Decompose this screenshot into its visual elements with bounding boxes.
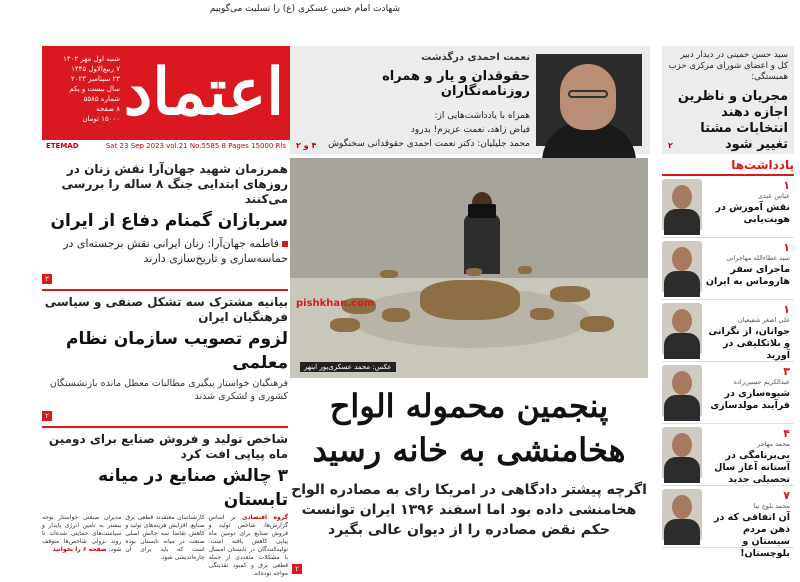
opinion-item[interactable] (662, 238, 794, 300)
masthead-bar (42, 140, 290, 152)
opinion-title-link[interactable]: آن اتفاقی که در ذهن مردم سیستان و بلوچستان! (714, 512, 790, 559)
opinion-author: عبدالکریم حسین‌زاده (733, 378, 790, 386)
story-body-columns (42, 514, 288, 578)
opinion-item[interactable] (662, 424, 794, 486)
opinion-item[interactable] (662, 176, 794, 238)
feature-line: محمد جلیلیان: دکتر نعمت احمدی حقوقدانی سخنگوش (328, 139, 530, 149)
masthead (42, 46, 290, 152)
page-ref-badge: ۲ (42, 411, 52, 421)
opinion-page: ۱ (783, 179, 790, 192)
opinion-page: ۱ (783, 241, 790, 254)
top-announcement: شهادت امام حسن عسکری (ع) را تسلیت می‌گوییم (209, 4, 400, 14)
camera-icon (468, 204, 496, 218)
latin-title: ETEMAD (46, 142, 79, 150)
opinion-title-link[interactable]: جوانان، از نگرانی و بلاتکلیفی در آورید (708, 326, 790, 361)
opinion-item[interactable] (662, 300, 794, 362)
newspaper-logo: اعتماد (123, 55, 284, 130)
left-column (42, 158, 288, 582)
story-kicker: شاخص تولید و فروش صنایع برای دومین ماه پیاپی افت کرد (48, 432, 288, 461)
author-avatar (662, 241, 702, 293)
main-headline[interactable]: پنجمین محموله الواح هخامنشی به خانه رسید (312, 387, 626, 469)
opinion-title: یادداشت‌ها (731, 158, 794, 172)
story-headline[interactable]: ۳ چالش صنایع در میانه تابستان (98, 466, 288, 510)
teaser-page-ref: ۲ (668, 141, 673, 150)
main-photo (290, 158, 648, 378)
main-story-page-ref: ۲ (292, 556, 302, 575)
author-avatar (662, 365, 702, 417)
price: ۱۵۰۰۰ تومان (82, 115, 120, 123)
story-industry[interactable] (42, 428, 288, 582)
opinion-page: ۳ (783, 365, 790, 378)
page-ref-badge: ۳ (42, 274, 52, 284)
issue-date-lunar: ۷ ربیع‌الاول ۱۴۴۵ (71, 65, 120, 73)
read-more-link: صفحه ۶ را بخوانید (52, 546, 107, 553)
opinion-title-link[interactable]: ماجرای سفر هاروماس به ایران (705, 264, 790, 287)
section-lead: گروه اقتصادی (241, 514, 288, 521)
feature-kicker: نعمت احمدی درگذشت (421, 52, 530, 63)
opinion-page: ۴ (783, 427, 790, 440)
opinion-author: علی اصغر شفیعیان (737, 316, 790, 324)
teaser-title[interactable]: مجریان و ناظرین اجازه دهند انتخابات مشتا تغییر شود (677, 89, 788, 152)
feature-page-ref: ۴ و ۲ (296, 141, 317, 150)
issue-date-gregorian: ۲۳ سپتامبر ۲۰۲۳ (71, 75, 120, 83)
opinion-item[interactable] (662, 486, 794, 559)
feature-line: فیاض زاهد، نعمت عزیزم! بدرود (410, 125, 530, 135)
body-column: گروه اقتصادی بر اساس گزارش‌ها، شاخص تولید و فروش صنایع برای دومین ماه پیاپی کاهش یافته است. تولیدکنندگان در تابستان امسال با مشکلات متعددی از جمله قطعی برق و کمبود نقدینگی مواجه بوده‌اند. (208, 514, 288, 577)
story-headline[interactable]: سربازان گمنام دفاع از ایران (50, 211, 288, 231)
opinion-author: محمد مهاجر (757, 440, 790, 448)
story-teachers[interactable] (42, 291, 288, 426)
feature-line: همراه با یادداشت‌هایی از: (434, 111, 530, 121)
watermark: pishkhan.com (296, 298, 375, 309)
page-count: ۸ صفحه (96, 105, 120, 113)
opinion-item[interactable] (662, 362, 794, 424)
opinion-page: ۱ (783, 303, 790, 316)
opinion-column (662, 158, 794, 559)
feature-title[interactable]: حقوقدان و یار و همراه روزنامه‌نگاران (382, 69, 530, 99)
opinion-author: محمد بلوچ نیا (753, 502, 790, 510)
issue-info (48, 54, 120, 124)
story-bullet: فاطمه جهان‌آرا: زنان ایرانی نقش برجسته‌ای در حماسه‌سازی و تاریخ‌سازی دارند (63, 237, 288, 265)
opinion-title-link[interactable]: شیوه‌سازی در فرآیند مولدسازی (710, 388, 790, 411)
author-avatar (662, 303, 702, 355)
main-subhead: اگرچه پیشتر دادگاهی در امریکا رای به مصادره الواح هخامنشی داده بود اما اسفند ۱۳۹۶ ایران توانست حکم نقض مصادره را از دیوان عالی بگیرد (291, 482, 647, 538)
issue-year: سال بیست و یکم (69, 85, 120, 93)
author-avatar (662, 179, 702, 231)
body-column: مدیران صنعتی خواستار توجه بیشتر به تامین انرژی پایدار و سیاست‌های حمایتی شده‌اند تا روند نزولی شاخص‌ها متوقف شود. صفحه ۶ را بخوانید (42, 514, 122, 553)
teaser-kicker: سید حسن خمینی در دیدار دبیر کل و اعضای شورای مرکزی حزب همبستگی: (668, 50, 788, 82)
issue-number: شماره ۵۵۸۵ (83, 95, 120, 103)
story-war-women[interactable] (42, 158, 288, 289)
opinion-title-link[interactable]: بی‌برنامگی در آستانه آغاز سال تحصیلی جدید (714, 450, 790, 485)
teaser-box[interactable] (662, 46, 794, 154)
opinion-page: ۷ (783, 489, 790, 502)
author-avatar (662, 427, 702, 479)
story-kicker: همرزمان شهید جهان‌آرا نقش زنان در روزهای ابتدایی جنگ ۸ ساله را بررسی می‌کنند (61, 162, 288, 206)
body-column: کارشناسان معتقدند قطعی برق صنایع، افزایش هزینه‌های تولید و کاهش تقاضا سه چالش اصلی صنعت در میانه تابستان بوده است که باید برای آن چاره‌اندیشی شود. (125, 514, 205, 561)
portrait-photo (536, 54, 642, 146)
opinion-title-link[interactable]: نقش آموزش در هویت‌یابی (715, 202, 790, 225)
bullet-square-icon (282, 241, 288, 247)
top-feature-box[interactable] (290, 46, 650, 154)
author-avatar (662, 489, 702, 541)
main-story[interactable] (290, 384, 648, 540)
story-sub: فرهنگیان خواستار پیگیری مطالبات معطل مانده بازنشستگان کشوری و لشکری شدند (49, 378, 288, 402)
opinion-author: سید عطاءالله مهاجرانی (726, 254, 790, 262)
opinion-header (662, 158, 794, 176)
latin-issue-info: Sat 23 Sep 2023 vol.21 No.5585 8 Pages 15000 Rls (105, 142, 286, 150)
opinion-author: عباس عبدی (757, 192, 790, 200)
story-headline[interactable]: لزوم تصویب سازمان نظام معلمی (65, 329, 288, 373)
photo-caption: عکس: محمد عسکری‌پور اینهر (300, 362, 396, 372)
issue-date-solar: شنبه اول مهر ۱۴۰۲ (63, 55, 120, 63)
story-kicker: بیانیه مشترک سه تشکل صنفی و سیاسی فرهنگیان ایران (44, 295, 288, 324)
